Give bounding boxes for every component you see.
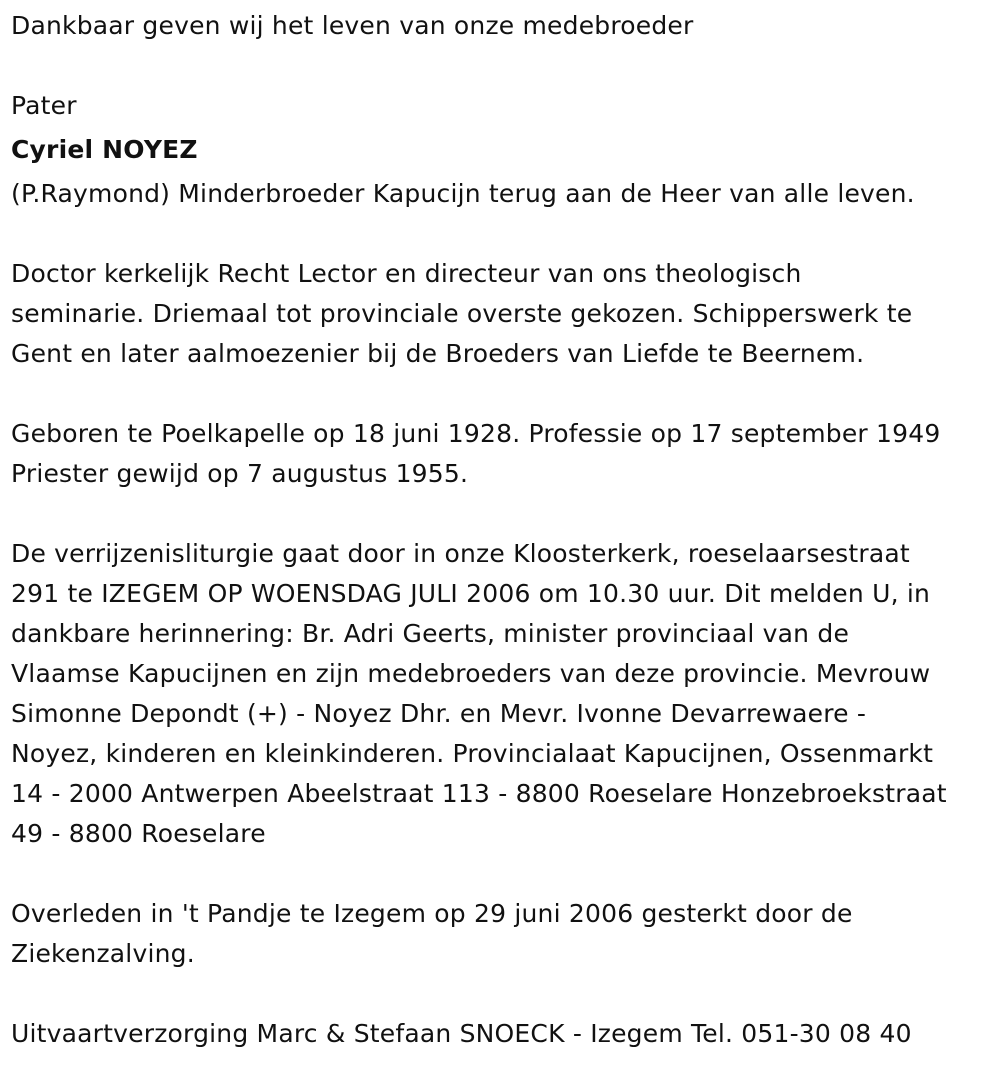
spacer	[11, 46, 996, 86]
undertaker-line: Uitvaartverzorging Marc & Stefaan SNOECK - Izegem Tel. 051-30 08 40	[11, 1019, 912, 1048]
paragraph-line: seminarie. Driemaal tot provinciale overste gekozen. Schipperswerk te	[11, 299, 913, 328]
paragraph-line: Doctor kerkelijk Recht Lector en directeur van ons theologisch	[11, 259, 802, 288]
paragraph-line: Priester gewijd op 7 augustus 1955.	[11, 459, 469, 488]
service-paragraph	[11, 534, 996, 854]
religious-name-line: (P.Raymond) Minderbroeder Kapucijn terug aan de Heer van alle leven.	[11, 179, 915, 208]
paragraph-line: 291 te IZEGEM OP WOENSDAG JULI 2006 om 10.30 uur. Dit melden U, in	[11, 579, 931, 608]
paragraph-line: dankbare herinnering: Br. Adri Geerts, minister provinciaal van de	[11, 619, 850, 648]
paragraph-line: 14 - 2000 Antwerpen Abeelstraat 113 - 8800 Roeselare Honzebroekstraat	[11, 779, 947, 808]
dates-paragraph	[11, 414, 996, 494]
paragraph-line: Overleden in 't Pandje te Izegem op 29 juni 2006 gesterkt door de	[11, 899, 853, 928]
paragraph-line: 49 - 8800 Roeselare	[11, 819, 266, 848]
opening-line: Dankbaar geven wij het leven van onze medebroeder	[11, 11, 694, 40]
title-pater: Pater	[11, 91, 77, 120]
death-paragraph	[11, 894, 996, 974]
spacer	[11, 214, 996, 254]
paragraph-line: Geboren te Poelkapelle op 18 juni 1928. Professie op 17 september 1949	[11, 419, 941, 448]
career-paragraph	[11, 254, 996, 374]
deceased-name: Cyriel NOYEZ	[11, 135, 198, 164]
paragraph-line: Ziekenzalving.	[11, 939, 195, 968]
paragraph-line: Gent en later aalmoezenier bij de Broeders van Liefde te Beernem.	[11, 339, 865, 368]
paragraph-line: De verrijzenisliturgie gaat door in onze Kloosterkerk, roeselaarsestraat	[11, 539, 910, 568]
paragraph-line: Vlaamse Kapucijnen en zijn medebroeders van deze provincie. Mevrouw	[11, 659, 931, 688]
paragraph-line: Noyez, kinderen en kleinkinderen. Provincialaat Kapucijnen, Ossenmarkt	[11, 739, 934, 768]
paragraph-line: Simonne Depondt (+) - Noyez Dhr. en Mevr. Ivonne Devarrewaere -	[11, 699, 867, 728]
obituary-notice	[11, 6, 996, 1054]
